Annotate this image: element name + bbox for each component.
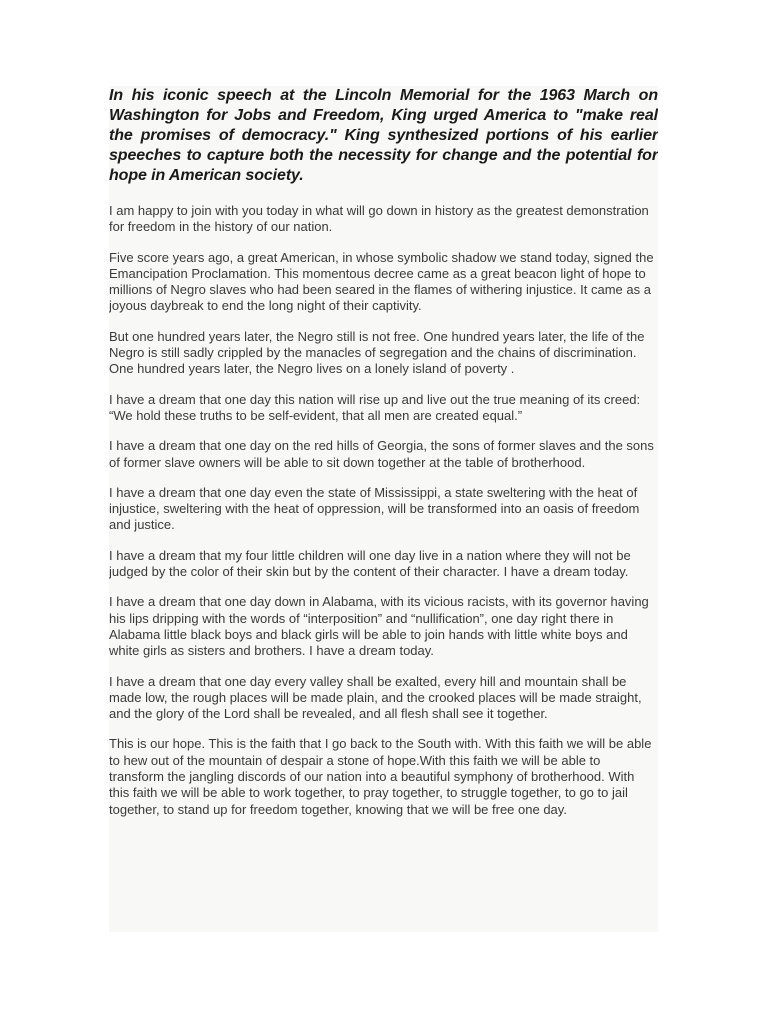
speech-paragraph: I have a dream that one day even the state of Mississippi, a state sweltering with the heat of injustice, sweltering with the heat of oppression, will be transformed into an oasis of freedom and justice. — [109, 484, 640, 533]
document-content — [109, 86, 658, 932]
speech-paragraph: This is our hope. This is the faith that I go back to the South with. With this faith we will be able to hew out of the mountain of despair a stone of hope.With this faith we will be able to transform the jangling discords of our nation into a beautiful symphony of brotherhood. With this faith we will be able to work together, to pray together, to struggle together, to go to jail together, to stand up for freedom together, knowing that we will be free one day. — [109, 736, 652, 817]
speech-paragraph: Five score years ago, a great American, in whose symbolic shadow we stand today, signed the Emancipation Proclamation. This momentous decree came as a great beacon light of hope to millions of Negro slaves who had been seared in the flames of withering injustice. It came as a joyous daybreak to end the long night of their captivity. — [109, 249, 654, 314]
speech-paragraph: I have a dream that one day this nation will rise up and live out the true meaning of its creed: “We hold these truths to be self-evident, that all men are created equal.” — [109, 391, 641, 423]
speech-paragraph: I am happy to join with you today in what will go down in history as the greatest demonstration for freedom in the history of our nation. — [109, 203, 649, 235]
speech-paragraph: I have a dream that my four little children will one day live in a nation where they will not be judged by the color of their skin but by the content of their character. I have a dream today. — [109, 547, 631, 580]
speech-paragraph: But one hundred years later, the Negro still is not free. One hundred years later, the life of the Negro is still sadly crippled by the manacles of segregation and the chains of discrimination. One hundred years later, the Negro lives on a lonely island of poverty . — [109, 328, 645, 377]
speech-paragraph: I have a dream that one day down in Alabama, with its vicious racists, with its governor having his lips dripping with the words of “interposition” and “nullification”, one day right there in Alabama little black boys and black girls will be able to join hands with little white boys and white girls as sisters and brothers. I have a dream today. — [109, 594, 649, 659]
speech-paragraph: I have a dream that one day on the red hills of Georgia, the sons of former slaves and the sons of former slave owners will be able to sit down together at the table of brotherhood. — [109, 438, 654, 470]
intro-paragraph: In his iconic speech at the Lincoln Memorial for the 1963 March on Washington for Jobs and Freedom, King urged America to "make real the promises of democracy." King synthesized portions of his earlier speeches to capture both the necessity for change and the potential for hope in American society. — [109, 87, 658, 184]
speech-paragraph: I have a dream that one day every valley shall be exalted, every hill and mountain shall be made low, the rough places will be made plain, and the crooked places will be made straight, and the glory of the Lord shall be revealed, and all flesh shall see it together. — [109, 673, 642, 722]
